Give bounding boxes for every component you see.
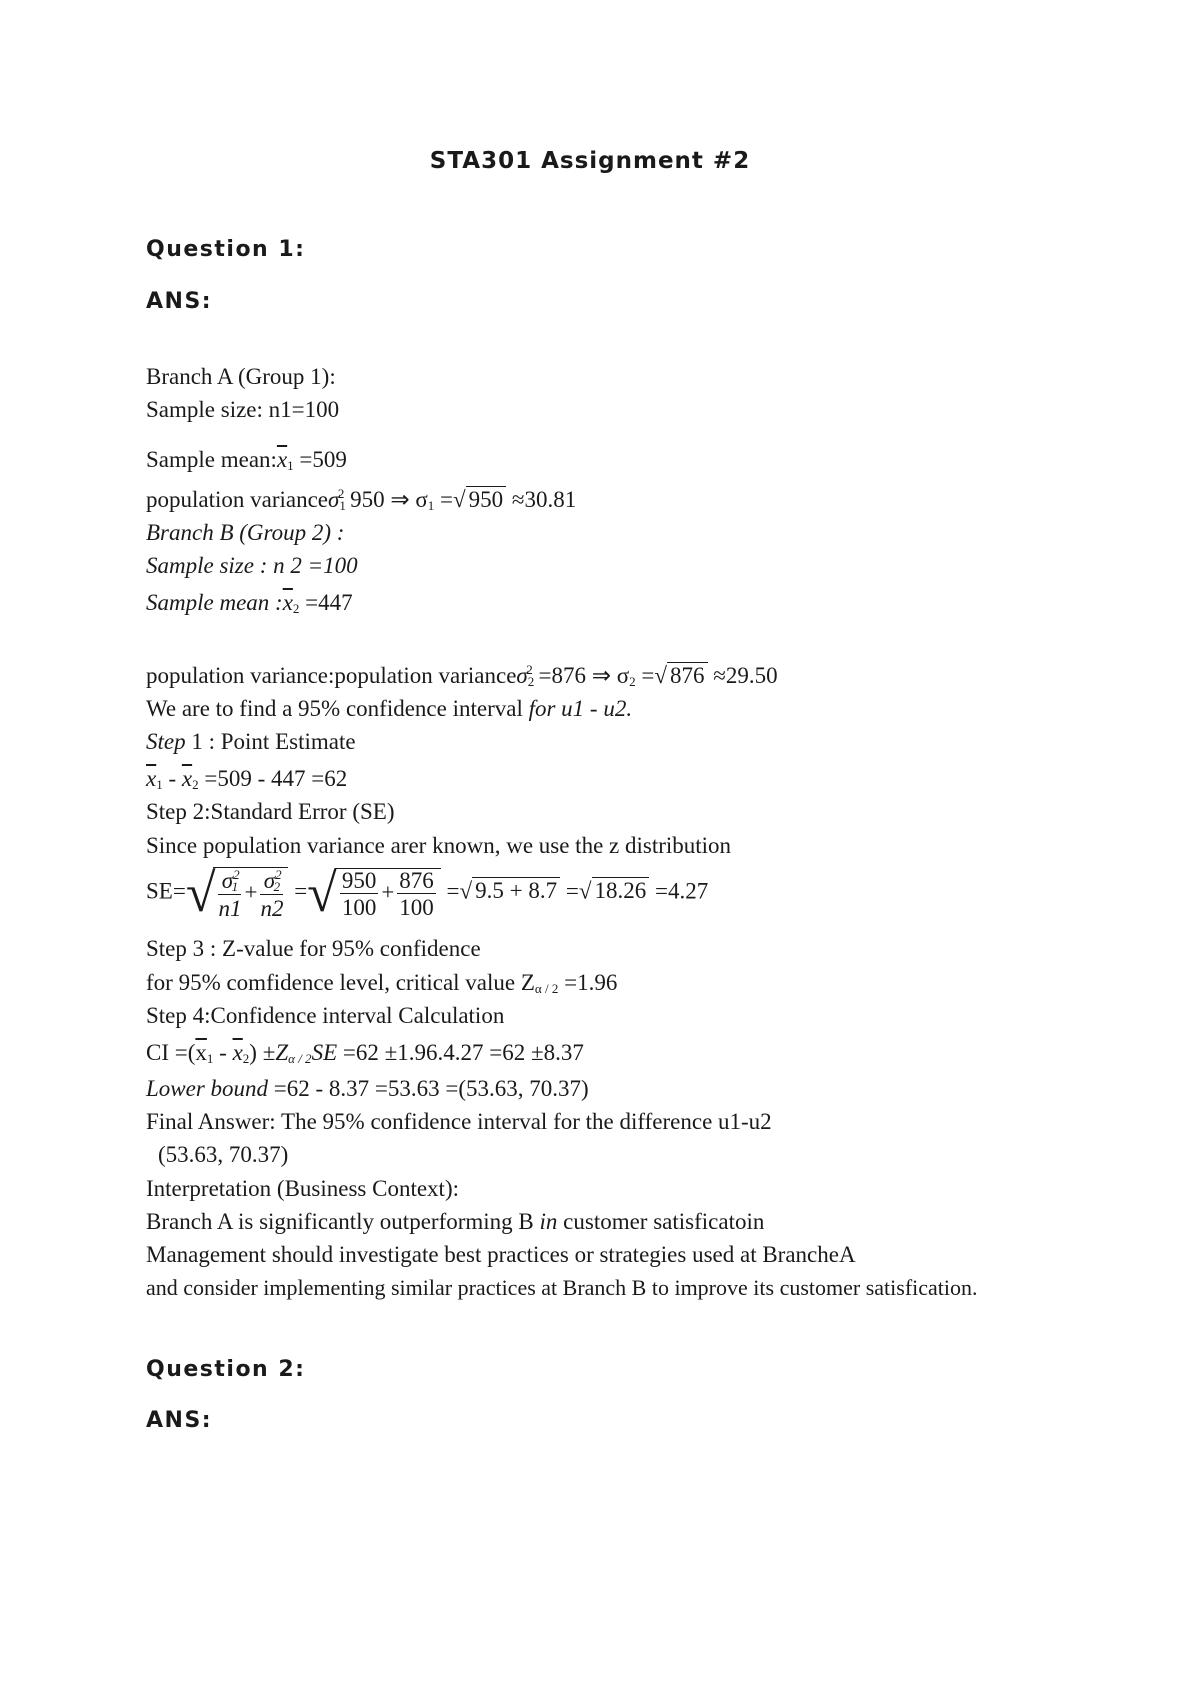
step-2-heading: Step 2:Standard Error (SE) — [146, 799, 395, 824]
confidence-interval-equation: CI $=(\overline{x}_1 - \overline{x}_2) \pm Z_{\alpha / 2}SE =62 \pm 1.96.4.27 =62 \pm 8.37$ — [146, 1040, 584, 1066]
final-answer-value: (53.63, 70.37) — [158, 1142, 289, 1167]
critical-value-line: for 95% comfidence level, critical value $Z_{\alpha / 2} =1.96$ — [146, 970, 618, 996]
interpretation-heading: Interpretation (Business Context): — [146, 1176, 459, 1201]
sample-size-b: Sample size : n 2 =100 — [146, 553, 358, 578]
step-3-heading: Step 3 : Z-value for 95% confidence — [146, 936, 481, 961]
sample-size-a: Sample size: n1=100 — [146, 397, 340, 422]
final-answer-line: Final Answer: The 95% confidence interval for the difference u1-u2 — [146, 1109, 772, 1134]
question-2-heading: Question 2: — [146, 1357, 306, 1382]
point-estimate-equation: $\overline{x}_1 - \overline{x}_2 =509 - 447 =62$ — [146, 766, 348, 792]
question-2-ans-label: ANS: — [146, 1408, 213, 1433]
interpretation-line-3: and consider implementing similar practices at Branch B to improve its customer satisfication. — [146, 1275, 978, 1300]
question-1-heading: Question 1: — [146, 237, 306, 262]
branch-b-heading: Branch B (Group 2) : — [146, 520, 345, 545]
population-variance-a: population varianceσ$_1^2$ 950 ⇒ $\sigma_1$ =√ 950 ≈30.81 — [146, 486, 577, 513]
interpretation-line-1: Branch A is significantly outperforming B in customer satisficatoin — [146, 1209, 765, 1234]
sample-mean-b: Sample mean $:\overline{x}_2 =447$ — [146, 590, 353, 616]
population-variance-b: population variance:population varianceσ$_2^2$ =876 ⇒ $\sigma_2$ =√ 876 ≈29.50 — [146, 662, 778, 689]
interpretation-line-2: Management should investigate best practices or strategies used at BrancheA — [146, 1242, 856, 1267]
lower-bound-line: Lower bound =62 - 8.37 =53.63 =(53.63, 70.37) — [146, 1076, 589, 1101]
branch-a-heading: Branch A (Group 1): — [146, 364, 336, 389]
step-1-heading: Step 1 : Point Estimate — [146, 729, 356, 754]
step-4-heading: Step 4:Confidence interval Calculation — [146, 1003, 505, 1028]
document-title: STA301 Assignment #2 — [429, 148, 751, 174]
standard-error-equation: SE=√ $\frac{\sigma^2_1}{n1}$ + $\frac{\sigma^2_2}{n2}$ =√ $\frac{950}{100}$ + $\frac{876}{100}$ =√ 9.5 + 8.7 =√ 18.26 =4.27 — [146, 863, 709, 923]
question-1-ans-label: ANS: — [146, 289, 213, 314]
find-ci-statement: We are to find a 95% confidence interval for u1 - u2. — [146, 696, 633, 721]
sample-mean-a: Sample $mean:\overline{x}_1 =509$ — [146, 447, 347, 473]
z-distribution-note: Since population variance arer known, we use the z distribution — [146, 833, 732, 858]
